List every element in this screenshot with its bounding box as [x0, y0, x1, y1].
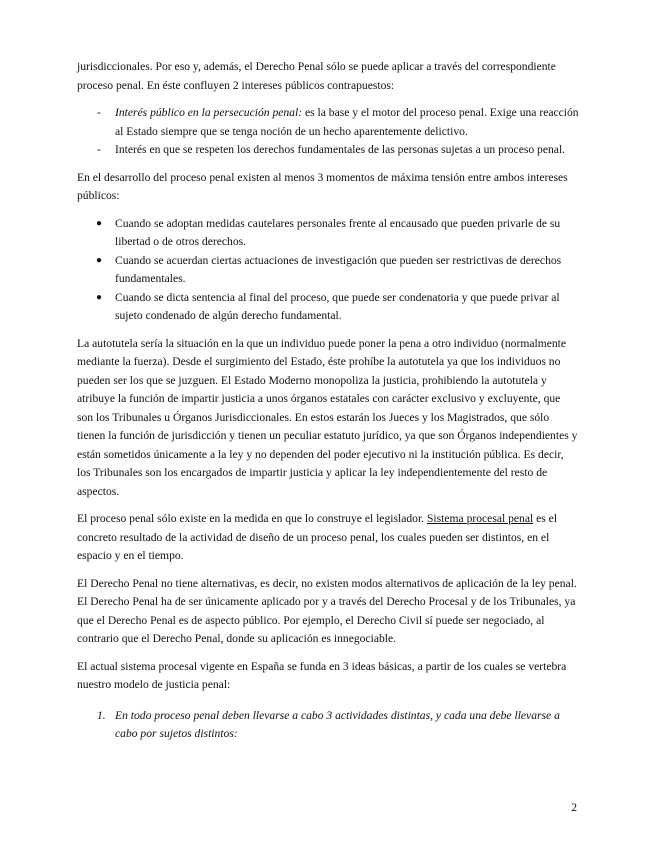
- ideas-list: [77, 707, 579, 744]
- list-item: [77, 289, 579, 326]
- list-item-text: Cuando se acuerdan ciertas actuaciones de investigación que pueden ser restrictivas de derechos fundamentales.: [115, 253, 562, 285]
- list-item: [77, 215, 579, 252]
- text-segment: El proceso penal sólo existe en la medida en que lo construye el legislador.: [77, 512, 427, 525]
- moments-list: [77, 215, 579, 326]
- document-page: [77, 58, 579, 744]
- text-segment: es el concreto resultado de la actividad de diseño de un proceso penal, los cuales pueden ser distintos, en el espacio y en el tiempo.: [77, 512, 558, 562]
- bullet-icon: ●: [96, 217, 103, 229]
- list-item: [77, 252, 579, 289]
- dash-marker: -: [97, 143, 101, 156]
- number-marker: 1.: [97, 708, 106, 722]
- interests-list: [77, 104, 579, 160]
- list-item-text: En todo proceso penal deben llevarse a cabo 3 actividades distintas, y cada una debe llevarse a cabo por sujetos distintos:: [115, 708, 560, 740]
- list-item-text: Cuando se dicta sentencia al final del proceso, que puede ser condenatoria y que puede privar al sujeto condenado de algún derecho fundamental.: [115, 290, 560, 322]
- paragraph-intro: jurisdiccionales. Por eso y, además, el Derecho Penal sólo se puede aplicar a través del correspondiente proceso penal. En éste confluyen 2 intereses públicos contrapuestos:: [77, 60, 556, 92]
- bullet-icon: ●: [96, 291, 103, 303]
- paragraph-tension: En el desarrollo del proceso penal existen al menos 3 momentos de máxima tensión entre ambos intereses públicos:: [77, 170, 568, 202]
- list-item-text: Cuando se adoptan medidas cautelares personales frente al encausado que pueden privarle de su libertad o de otros derechos.: [115, 216, 561, 248]
- list-item: [77, 104, 579, 141]
- list-item: [77, 707, 579, 744]
- paragraph-derecho-penal: El Derecho Penal no tiene alternativas, es decir, no existen modos alternativos de aplicación de la ley penal. El Derecho Penal ha de ser únicamente aplicado por y a través del Derecho Procesal y de los Tribunales, ya que el Derecho Penal es de aspecto público. Por ejemplo, el Derecho Civil sí puede ser negociado, al contrario que el Derecho Penal, donde su aplicación es innegociable.: [77, 576, 577, 645]
- bullet-icon: ●: [96, 254, 103, 266]
- list-item-text: Interés en que se respeten los derechos fundamentales de las personas sujetas a un proceso penal.: [115, 143, 566, 156]
- paragraph-sistema-procesal: [77, 510, 579, 566]
- italic-lead: Interés público en la persecución penal:: [115, 106, 303, 119]
- list-item: [77, 141, 579, 160]
- paragraph-autotutela: La autotutela sería la situación en la que un individuo puede poner la pena a otro individuo (normalmente mediante la fuerza). Desde el surgimiento del Estado, éste prohíbe la autotutela ya que los individuos no pueden ser los que se juzguen. El Estado Moderno monopoliza la justicia, prohibiendo la autotutela y atribuye la función de impartir justicia a unos órganos estatales con carácter exclusivo y excluyente, que son los Tribunales u Órganos Jurisdiccionales. En estos estarán los Jueces y los Magistrados, que sólo tienen la función de jurisdicción y tienen un peculiar estatuto jurídico, ya que son Órganos independientes y están sometidos únicamente a la ley y no dependen del poder ejecutivo ni la institución pública. Es decir, los Tribunales son los encargados de impartir justicia y aplicar la ley independientemente del resto de aspectos.: [77, 336, 578, 498]
- page-number: 2: [571, 801, 577, 814]
- list-item-text: es la base y el motor del proceso penal. Exige una reacción al Estado siempre que se tenga noción de un hecho aparentemente delictivo.: [115, 106, 579, 138]
- underlined-term: Sistema procesal penal: [426, 512, 534, 525]
- dash-marker: -: [97, 106, 101, 119]
- paragraph-sistema-vigente: El actual sistema procesal vigente en España se funda en 3 ideas básicas, a partir de los cuales se vertebra nuestro modelo de justicia penal:: [77, 659, 567, 691]
